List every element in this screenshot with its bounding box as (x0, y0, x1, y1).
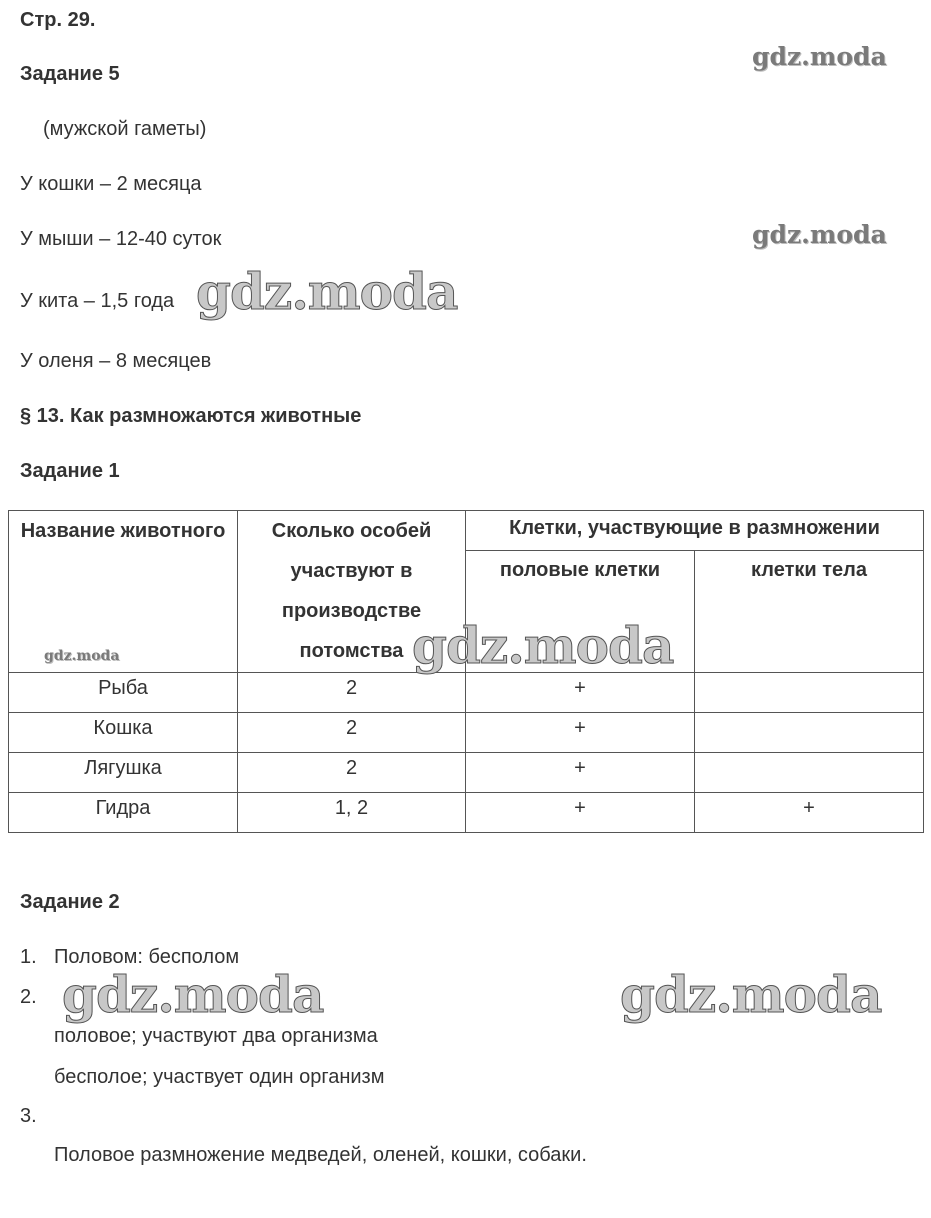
table-row (9, 792, 924, 832)
cell-body-cells (695, 712, 924, 752)
task5-line-5: У оленя – 8 месяцев (20, 350, 212, 372)
task5-line-4: У кита – 1,5 года (20, 290, 175, 312)
cell-count: 1, 2 (238, 792, 466, 832)
cell-animal: Рыба (9, 672, 238, 712)
header-animal-name: Название животного (9, 511, 238, 673)
cell-count: 2 (238, 672, 466, 712)
task2-item-3-text: Половое размножение медведей, оленей, кошки, собаки. (54, 1144, 587, 1166)
header-cells-group: Клетки, участвующие в размножении (466, 511, 924, 551)
cell-animal: Гидра (9, 792, 238, 832)
watermark: gdz.moda (752, 42, 887, 71)
header-body-cells: клетки тела (695, 551, 924, 672)
table-row (9, 752, 924, 792)
header-sex-cells: половые клетки (466, 551, 695, 672)
cell-sex-cells: + (466, 712, 695, 752)
task2-item-2-line-1: половое; участвуют два организма (54, 1025, 378, 1047)
task5-line-2: У кошки – 2 месяца (20, 173, 202, 195)
cell-count: 2 (238, 752, 466, 792)
task5-title: Задание 5 (20, 63, 120, 85)
task5-line-3: У мыши – 12-40 суток (20, 228, 222, 250)
task2-title: Задание 2 (20, 891, 120, 913)
watermark: gdz.moda (44, 648, 120, 664)
cell-count: 2 (238, 712, 466, 752)
header-count: Сколько особей участвуют в производстве потомства (238, 511, 466, 673)
watermark: gdz.moda (196, 262, 458, 321)
watermark: gdz.moda (752, 220, 887, 249)
table-row (9, 712, 924, 752)
cell-animal: Лягушка (9, 752, 238, 792)
cell-animal: Кошка (9, 712, 238, 752)
cell-sex-cells: + (466, 672, 695, 712)
cell-body-cells: + (695, 792, 924, 832)
watermark: gdz.moda (412, 616, 674, 675)
page-reference: Стр. 29. (20, 9, 96, 31)
cell-sex-cells: + (466, 792, 695, 832)
task2-item-2-line-2: бесполое; участвует один организм (54, 1066, 385, 1088)
cell-sex-cells: + (466, 752, 695, 792)
watermark: gdz.moda (620, 965, 882, 1024)
task2-item-3-number: 3. (20, 1105, 37, 1127)
watermark: gdz.moda (62, 965, 324, 1024)
cell-body-cells (695, 752, 924, 792)
task5-line-1: (мужской гаметы) (43, 118, 207, 140)
task1-title: Задание 1 (20, 460, 120, 482)
table-row (9, 672, 924, 712)
task2-item-2-number: 2. (20, 986, 37, 1008)
task2-item-1-text: Половом: бесполом (54, 946, 240, 968)
task2-item-1-number: 1. (20, 946, 37, 968)
table-header-row (9, 511, 924, 551)
cell-body-cells (695, 672, 924, 712)
section-title: § 13. Как размножаются животные (20, 405, 362, 427)
